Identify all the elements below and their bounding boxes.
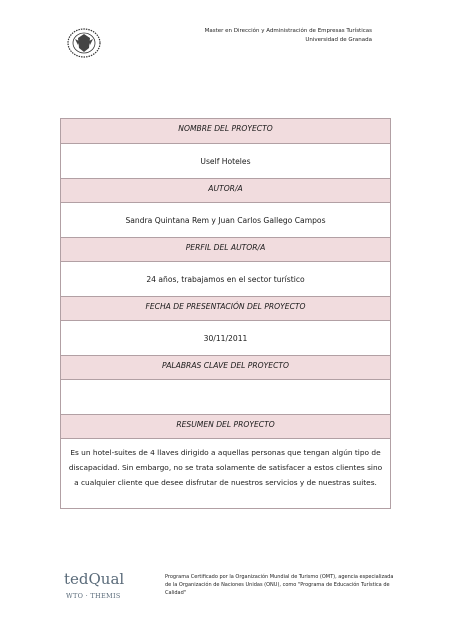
tedqual-logo [64,570,144,606]
keywords-value [60,380,391,415]
logo-subtitle: WTO · THEMIS [66,592,121,600]
project-name-label: NOMBRE DEL PROYECTO [60,119,391,144]
author-label: AUTOR/A [60,179,391,203]
project-name-value: Uself Hoteles [60,144,391,179]
author-profile-value: 24 años, trabajamos en el sector turístico [60,262,391,297]
university-seal-icon [66,28,102,58]
header-text [205,27,372,45]
author-profile-label: PERFIL DEL AUTOR/A [60,238,391,262]
header-line-2: Universidad de Granada [305,37,372,43]
summary-label: RESUMEN DEL PROYECTO [60,415,391,439]
keywords-label: PALABRAS CLAVE DEL PROYECTO [60,356,391,380]
header-line-1: Master en Dirección y Administración de Empresas Turísticas [204,28,372,34]
summary-value: Es un hotel-suites de 4 llaves dirigido a aquellas personas que tengan algún tipo de discapacidad. Sin embargo, no se trata solamente de satisfacer a estos clientes sino a cualquier cliente que desee disfrutar de nuestros servicios y de nuestras suites. [60,439,391,509]
project-form [60,118,391,509]
presentation-date-value: 30/11/2011 [60,321,391,356]
author-value: Sandra Quintana Rem y Juan Carlos Gallego Campos [60,203,391,238]
certification-note: Programa Certificado por la Organización Mundial de Turismo (OMT), agencia especializada de la Organización de Naciones Unidas (ONU), como "Programa de Educación Turística de Calidad" [165,574,394,596]
presentation-date-label: FECHA DE PRESENTACIÓN DEL PROYECTO [60,297,391,321]
logo-name: tedQual [64,570,125,588]
